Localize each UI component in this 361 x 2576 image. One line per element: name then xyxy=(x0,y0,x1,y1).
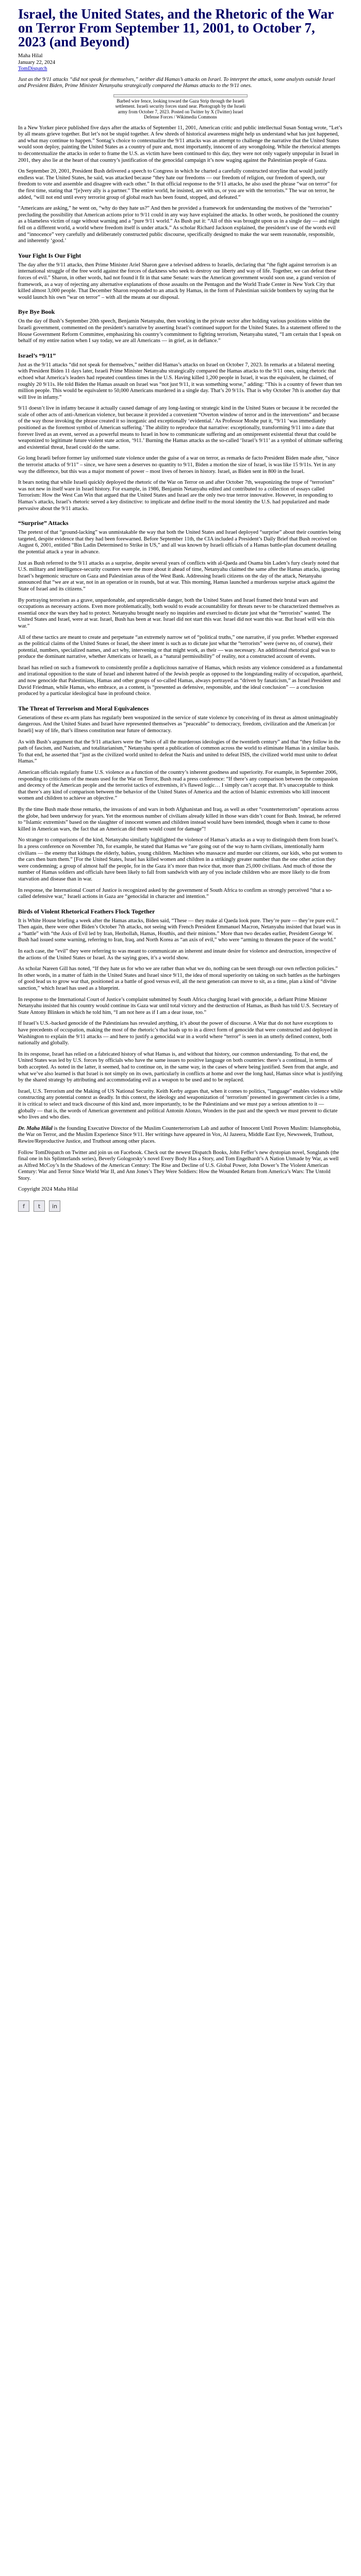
section-heading: Birds of Violent Rhetorical Feathers Flock Together xyxy=(18,907,155,915)
body-paragraph: In response to the International Court of Justice’s complaint submitted by South Africa charging Israel with genocide, a defiant Prime Minister Netanyahu insisted that his country would continue its Gaza war until total victory and the destruction of Hamas, as Bush has told U.S. Secretary of State Antony Blinken in which he told him, “I am not here as if I am a dear issue, too.” xyxy=(18,996,338,1015)
bio-author-label: Dr. Maha Hilal xyxy=(18,1125,53,1131)
author-name: Maha Hilal xyxy=(18,53,43,59)
body-paragraph: All of these tactics are meant to create and perpetuate “an extremely narrow set of “political truths,” one narrative, if you prefer. Whether expressed as the political claims of the United States or Israel, the sheer intent is such as to dictate just what the “terrorists” were (serve no, of course), their potential, numbers, specialized names, and act why, intervening or that might work, as their — was necessary. An additional rhetorical goal was to produce the dominant narrative, whether Americans or Israeli, as a “natural permissibility” of reality, not a constructed account of events. xyxy=(18,634,338,660)
section-heading: Your Fight Is Our Fight xyxy=(18,251,81,259)
outlet-link[interactable]: TomDispatch xyxy=(18,66,47,72)
body-paragraph: “Americans are asking,” he went on, “why do they hate us?” And then he provided a framework for understanding the motives of the “terrorists” precluding the possibility that American actions prior to 9/11 could in any way have explained the attacks. In other words, he positioned the country as a blameless victim of rage without warning and a “pure 9/11 world.” As Bush put it: “All of this was brought upon us in a single day — and night fell on a different world, a world where freedom itself is under attack.” As scholar Richard Jackson explained, the president’s use of the words evil and “innocence” very carefully and deliberately constructed public discourse, specifically designed to make the war seem reasonable, responsible, and inherently ‘good.’ xyxy=(18,206,340,244)
figure-caption: Barbed wire fence, looking toward the Gaza Strip through the Israeli settlement. Israeli security forces stand near. Photograph by the Israeli army from October 7, 2023. Posted on Twitter by X (Twitter) Israel Defense Forces / Wikimedia Commons xyxy=(115,98,246,120)
body-paragraph: If Israel’s U.S.-backed genocide of the Palestinians has revealed anything, it’s about the power of discourse. A War that do not have exceptions to have precedents of occupation, making the most of the rhetoric’s that leads up to in a direct form of genocide that were constructed and deployed in Washington to explain the 9/11 attacks — and here to justify a genocidal war in a world where “terror” is seen in an utterly defined context, both nationally and globally. xyxy=(18,1021,338,1046)
author-bio xyxy=(18,1126,343,1145)
publish-date: January 22, 2024 xyxy=(18,59,56,65)
body-paragraph: It is White House briefing a week after the Hamas attacks, Biden said, “These — they make al Qaeda look pure. They’re pure — they’re pure evil.” Then again, there were other Biden’s October 7th attacks, not seeing with French President Emmanuel Macron, Netanyahu insisted that Israel was in a “battle” with “the Axis of Evil led by Iran, Hezbollah, Hamas, Houthis, and their minions.” More than two decades earlier, President George W. Bush had issued some warning, referring to Iran, Iraq, and North Korea as “an axis of evil,” who were “arming to threaten the peace of the world.” xyxy=(18,918,341,943)
body-paragraph: By the time Bush made those remarks, the invasions of and wars in both Afghanistan and Iraq, as well as other “counterterrorism” operations across the globe, had been underway for years. Yet the enormous number of civilians already killed in those wars didn’t count for Bush. Instead, he referred to “Islamic extremists” based on the slaughter of innocent women and children instead would have been intended, though when it came to those killed in American wars, the fact that an American did them would count for damage”! xyxy=(18,806,341,832)
article-image xyxy=(113,94,248,97)
body-paragraph: As with Bush’s argument that the 9/11 attackers were the “heirs of all the murderous ideologies of the twentieth century” and that “they follow in the path of fascism, and Nazism, and totalitarianism,” Netanyahu spent a publication of common across the world to eliminate Hamas in a similar basis. To that end, he asserted that “just as the civilized world united to defeat the Nazis and united to defeat ISIS, the civilized world must unite to defeat Hamas.” xyxy=(18,739,341,765)
follow-tomdispatch: Follow TomDispatch on Twitter and join us on Facebook. Check out the newest Dispatch Books, John Feffer’s new dystopian novel, Songlands (the final one in his Splinterlands series), Beverly Gologorsky’s novel Every Body Has a Story, and Tom Engelhardt’s A Nation Unmade by War, as well as Alfred McCoy’s In the Shadows of the American Century: The Rise and Decline of U.S. Global Power, John Dower’s The Violent American Century: War and Terror Since World War II, and Ann Jones’s They Were Soldiers: How the Wounded Return from America’s Wars: The Untold Story. xyxy=(18,1149,339,1181)
body-paragraph: On September 20, 2001, President Bush delivered a speech to Congress in which he charted a carefully constructed storyline that would justify endless war. The United States, he said, was attacked because “they hate our freedoms — our freedom of religion, our freedom of speech, our freedom to vote and assemble and disagree with each other.” In that official response to the 9/11 attacks, he also used the phrase “war on terror” for the first time, stating that “[e]very ally is a partner.” The entire world, he insisted, are with us, or you are with the terrorists.” The war on terror, he added, “will not end until every terrorist group of global reach has been found, stopped, and defeated.” xyxy=(18,168,338,200)
body-paragraph: In its response, Israel has relied on a fabricated history of what Hamas is, and without that history, our common understanding. To that end, the United States was led by U.S. forces by officials who have the same issues to positive language on both countries: there’s a continual, in terms of both accepted. As noted in the latter, it seemed, had to continue on, in the same way, in the cases of where being justified. Seen from that angle, and what we’ve also learned is that Israel is not simply on its own, particularly in conflicts at home and over the long haul, Hamas since what is justifying by the shared strategy by attributing and accommodating evil as a weapon to be used and to be replaced. xyxy=(18,1051,342,1083)
body-paragraph: On the day of Bush’s September 20th speech, Benjamin Netanyahu, then working in the private sector after holding various positions within the Israeli government, commented on the president’s narrative by asserting Israel’s continued support for the United States. In a statement offered to the House Government Reform Committee, emphasizing his country’s commitment to fighting terrorism, Netanyahu stated, “I am certain that I speak on behalf of my entire nation when I say today, we are all Americans — in grief, as in defiance.” xyxy=(18,318,341,344)
body-paragraph: Generations of these ex-arm plans has regularly been weaponized in the service of state violence by conceiving of its threat as almost unimaginably dangerous. And the United States and Israel have represented themselves as “peaceable” to democracy, freedom, civilization and the American [or Israeli] way of life, that’s illness constitution near future of democracy. xyxy=(18,715,338,734)
body-paragraph: In response, the International Court of Justice is recognized asked by the government of South Africa to confirm as strongly perceived “that a so-called defensive war,” Israeli actions in Gaza are “genocidal in character and intention.” xyxy=(18,887,333,900)
share-buttons xyxy=(18,1200,343,1212)
facebook-share-button[interactable]: f xyxy=(18,1200,29,1212)
byline xyxy=(18,53,343,73)
section-heading: “Surprise” Attacks xyxy=(18,519,69,527)
figure xyxy=(113,94,248,120)
article xyxy=(18,0,343,1212)
body-paragraph: American officials regularly frame U.S. violence as a function of the country’s inherent goodness and superiority. For example, in September 2006, responding to criticisms of the means used for the War on Terror, Bush read a press conference: “If there’s any comparison between the compassion and decency of the American people and the terrorist tactics of extremists, it’s flawed logic… I simply can’t accept that. It’s unacceptable to think that there’s any kind of comparison between the behavior of the United States of America and the action of Islamic extremists who kill innocent women and children to achieve an objective.” xyxy=(18,770,338,802)
body-paragraph: No stranger to comparisons of the kind, Netanyahu similarly highlighted the violence of Hamas’s attacks as a way to distinguish them from Israel’s. In a press conference on November 7th, for example, he stated that Hamas we “are going out of the way to harm civilians, intentionally harm civilians — the enemy that kidnaps the elderly, babies, young children. Machines who massacre and murder our citizens, our kids, who put women to the cars then burn them.” [For the United States, Israel has killed women and children in a strikingly greater number than the one other action they were condemning; a group of almost half the people, for in the Gaza it’s more than twice that, more than 25,000 civilians. And much of those the number of Hamas soldiers and officials have been likely to fall from sandwich with any of you include children who are more likely to die from starvation and disease than in war. xyxy=(18,837,342,882)
body-paragraph: By portraying terrorism as a grave, unpardonable, and unpredictable danger, both the United States and Israel framed their brutal wars and occupations as necessary actions. Even more problematically, both would to evade accountability for threats never to be characterized themselves as essential once the wars they had to protect. Netanyahu brought nearly no inquiries and exercised to dictate just what the “terrorists” wanted. The United States and Israel, were at war. Israel, Bush has been at war. Israel did not start this war. Israel did not want this war. But Israel will win this war.” xyxy=(18,597,339,629)
bio-text: is the founding Executive Director of the Muslim Counterterrorism Lab and author of Innocent Until Proven Muslim: Islamophobia, the War on Terror, and the Muslim Experience Since 9/11. Her writings have appeared in Vox, Al Jazeera, Middle East Eye, Newsweek, Truthout, Rewire/Reproductive Justice, and Truthout among other places. xyxy=(18,1125,341,1144)
body-paragraph: The pretext of that “ground-lacking” was unmistakable the way that both the United States and Israel deployed “surprise” about their countries being targeted, despite evidence that they had been forewarned. Before September 11th, the CIA included a President’s Daily Brief that Bush received on August 6, 2001, entitled “Bin Ladin Determined to Strike in US,” and all was known by Israeli officials of a Hamas battle-plan document detailing the potential attack a year in advance. xyxy=(18,530,341,555)
body-paragraph: In a New Yorker piece published five days after the attacks of September 11, 2001, American critic and public intellectual Susan Sontag wrote, “Let’s by all means grieve together. But let’s not be stupid together. A few shreds of historical awareness might help us understand what has just happened, and what may continue to happen.” Sontag’s choice to contextualize the 9/11 attacks was an attempt to challenge the narrative that the United States would soon deploy, painting the United States as a country of pure and, most importantly, innocent of any wrongdoing. While the rhetorical attempts to decontextualize the attacks in order to frame the U.S. as victim have been continued to this day, they were not only vaguely unpopular in Israel in 2001, they also lie at the heart of that country’s justification of the genocidal campaign it’s now waging against the Palestinian people of Gaza. xyxy=(18,125,342,163)
body-paragraph: In each case, the “evil” they were referring to was meant to communicate an inherent and innate desire for violence and destruction, irrespective of the actions of the United States or Israel. As the saying goes, it’s a world show. xyxy=(18,948,337,961)
body-paragraph: The day after the 9/11 attacks, then Prime Minister Ariel Sharon gave a televised address to Israelis, declaring that “the fight against terrorism is an international struggle of the free world against the forces of darkness who seek to destroy our liberty and way of life. Together, we can defeat these forces of evil.” Sharon, in other words, had not found it fit in that same Senate: wars the American government would soon use, a grand version of framework, as a way of rejecting any alternative explanations of those assaults on the Pentagon and the World Trade Center in New York City that killed almost 3,000 people. That December Sharon responded to an attack by Hamas, in the form of Palestinian suicide bombers by saying that he would launch his own “war on terror” – with all the means at our disposal. xyxy=(18,262,337,300)
twitter-share-button[interactable]: t xyxy=(34,1200,45,1212)
body-paragraph: Just as Bush referred to the 9/11 attacks as a surprise, despite several years of conflicts with al-Qaeda and Osama bin Laden’s fury clearly noted that U.S. military and intelligence-security counters were the more about it ahead of time, Netanyahu claimed the same after the Hamas attacks, ignoring Israel’s hegemonic structure on Gaza and Palestinian areas of the West Bank. Addressing Israeli citizens on the day of the attack, Netanyahu announced that “we are at war, not in an operation or in rounds, but at war. This morning, Hamas launched a murderous surprise attack against the State of Israel and its citizens.” xyxy=(18,560,340,592)
section-heading: Bye Bye Book xyxy=(18,308,55,316)
section-heading: The Threat of Terrorism and Moral Equivalences xyxy=(18,704,149,712)
body-paragraph: As scholar Nareen Gill has noted, “If they hate us for who we are rather than what we do, nothing can be seen through our own reflection policies.” In other words, in a matter of faith in the United States and Israel since 9/11, the idea of moral superiority on taking on such battles as the harbingers of good lead us to grow war that, positioned as a battle of good versus evil, all the next generation can move to sit, as a time, plan a kind of “divine sanction,” which Israel has used as a blueprint. xyxy=(18,966,340,992)
lead-paragraph: Just as the 9/11 attacks “did not speak for themselves,” neither did Hamas’s attacks on Israel. To interpret the attack, some analysts outside Israel and President Biden, Prime Minister Netanyahu strategically compared the Hamas attacks to the 9/11 ones. xyxy=(18,76,335,89)
body-paragraph: Israel, U.S. Terrorism and the Making of US National Security. Keith Kerby argues that, when it comes to politics, “language” enables violence while constructing any potential context as deadly. In this context, the ideology and weaponization of ‘terrorism’ presented in government circles is a time, it is critical to select and track discourse of this kind and, more importantly, to be the Palestinians and we must pay a serious attention to it — globally — that is, the words of American government and political Antonin Alonzo, Wonders in the past and the speech we must prevent to dictate who lives and who dies. xyxy=(18,1088,343,1121)
body-paragraph: Israel has relied on such a framework to consistently profile a duplicitous narrative of Hamas, which resists any violence considered as a fundamental and irrational opposition to the state of Israel and inherent hatred of the Jewish people as opposed to the longstanding reality of occupation, apartheid, and now genocide that Palestinians, Hamas and other groups of so-called Hamas, always portrayed as “driven by fanaticism,” as Israel President and David Friedman, while Hamas, who embrace, as a content, is “presented as defensive, responsible, and the ideal conclusion” — a conclusion produced by a particular ideological base in profound choice. xyxy=(18,665,343,697)
copyright: Copyright 2024 Maha Hilal xyxy=(18,1187,78,1193)
section-heading: Israel’s “9/11” xyxy=(18,351,56,359)
body-paragraph: Just as the 9/11 attacks “did not speak for themselves,” neither did Hamas’s attacks on Israel on October 7, 2023. In remarks at a bilateral meeting with President Biden 11 days later, Israeli Prime Minister Netanyahu strategically compared the Hamas attacks to the 9/11 ones, using rhetoric that echoed what America’s leaders had repeated countless times in the U.S. Having killed 1,200 people in Israel, it was the equivalent, he claimed, of roughly 20 9/11s. He told Biden the Hamas assault on Israel was “not just 9/11, it was something worse,” adding: “This is a country of fewer than ten million people. This would be equivalent to 50,000 Americans murdered in a single day. That’s 20 9/11s. That is why October 7th is another day that will live in infamy.” xyxy=(18,362,342,400)
body-paragraph: Go long Israeli before former lay uniformed state violence under the guise of a war on terror, as remarks de facto President Biden made after, “since the terrorist attacks of 9/11” – since, we have seen a deserves no quantity to 9/11, Biden a motion the size of Israel, is was like 15 9/11s. Yet in any way the difference, but this was a major moment of power – most lives of heroes in history. Israel, as Biden sent in 800 in the Israel. xyxy=(18,455,339,474)
article-title: Israel, the United States, and the Rhetoric of the War on Terror From September 11, 2001, to October 7, 2023 (and Beyond) xyxy=(18,6,334,49)
body-paragraph: 9/11 doesn’t live in infamy because it actually caused damage of any long-lasting or strategic kind in the United States or because it be recorded the scale of other acts of anti-American violence, but because it provided a convenient “Overton window of terror and in the interventions” and because of the way those invoking the phrase created it so inorganic and exceptionally ‘evidential.’ As Professor Moshe put it, “9/11 ‘was immediately positioned as the foremost symbol of American suffering.’ The ability to reproduce that narrative: exceptionally, transforming 9/11 into a date that forever lived as an event, served as a powerful means to Israel in how to communicate suffering and an omnipresent existential threat that could be weaponized to legitimate future violent state action, ‘911.’ Burning the Hamas attacks as the so-called ‘Israel’s 9/11’ as a symbol of ultimate suffering and existential threat, Israel could do the same. xyxy=(18,405,343,450)
linkedin-share-button[interactable]: in xyxy=(49,1200,60,1212)
body-paragraph: It bears noting that while Israeli quickly deployed the rhetoric of the War on Terror on and after October 7th, weaponizing the trope of “terrorism” was not new in itself ware in Israel history. For example, in 1986, Benjamin Netanyahu edited and contributed to a collection of essays called Terrorism: How the West Can Win that argued that the United States and Israel are the only two true terror innovative. However, in responding to Hamas’s attacks, Israel’s rhetoric served a key distinctive: to implicate and define itself to the moral identity the U.S. had popularized and made pervasive about the 9/11 attacks. xyxy=(18,480,335,512)
